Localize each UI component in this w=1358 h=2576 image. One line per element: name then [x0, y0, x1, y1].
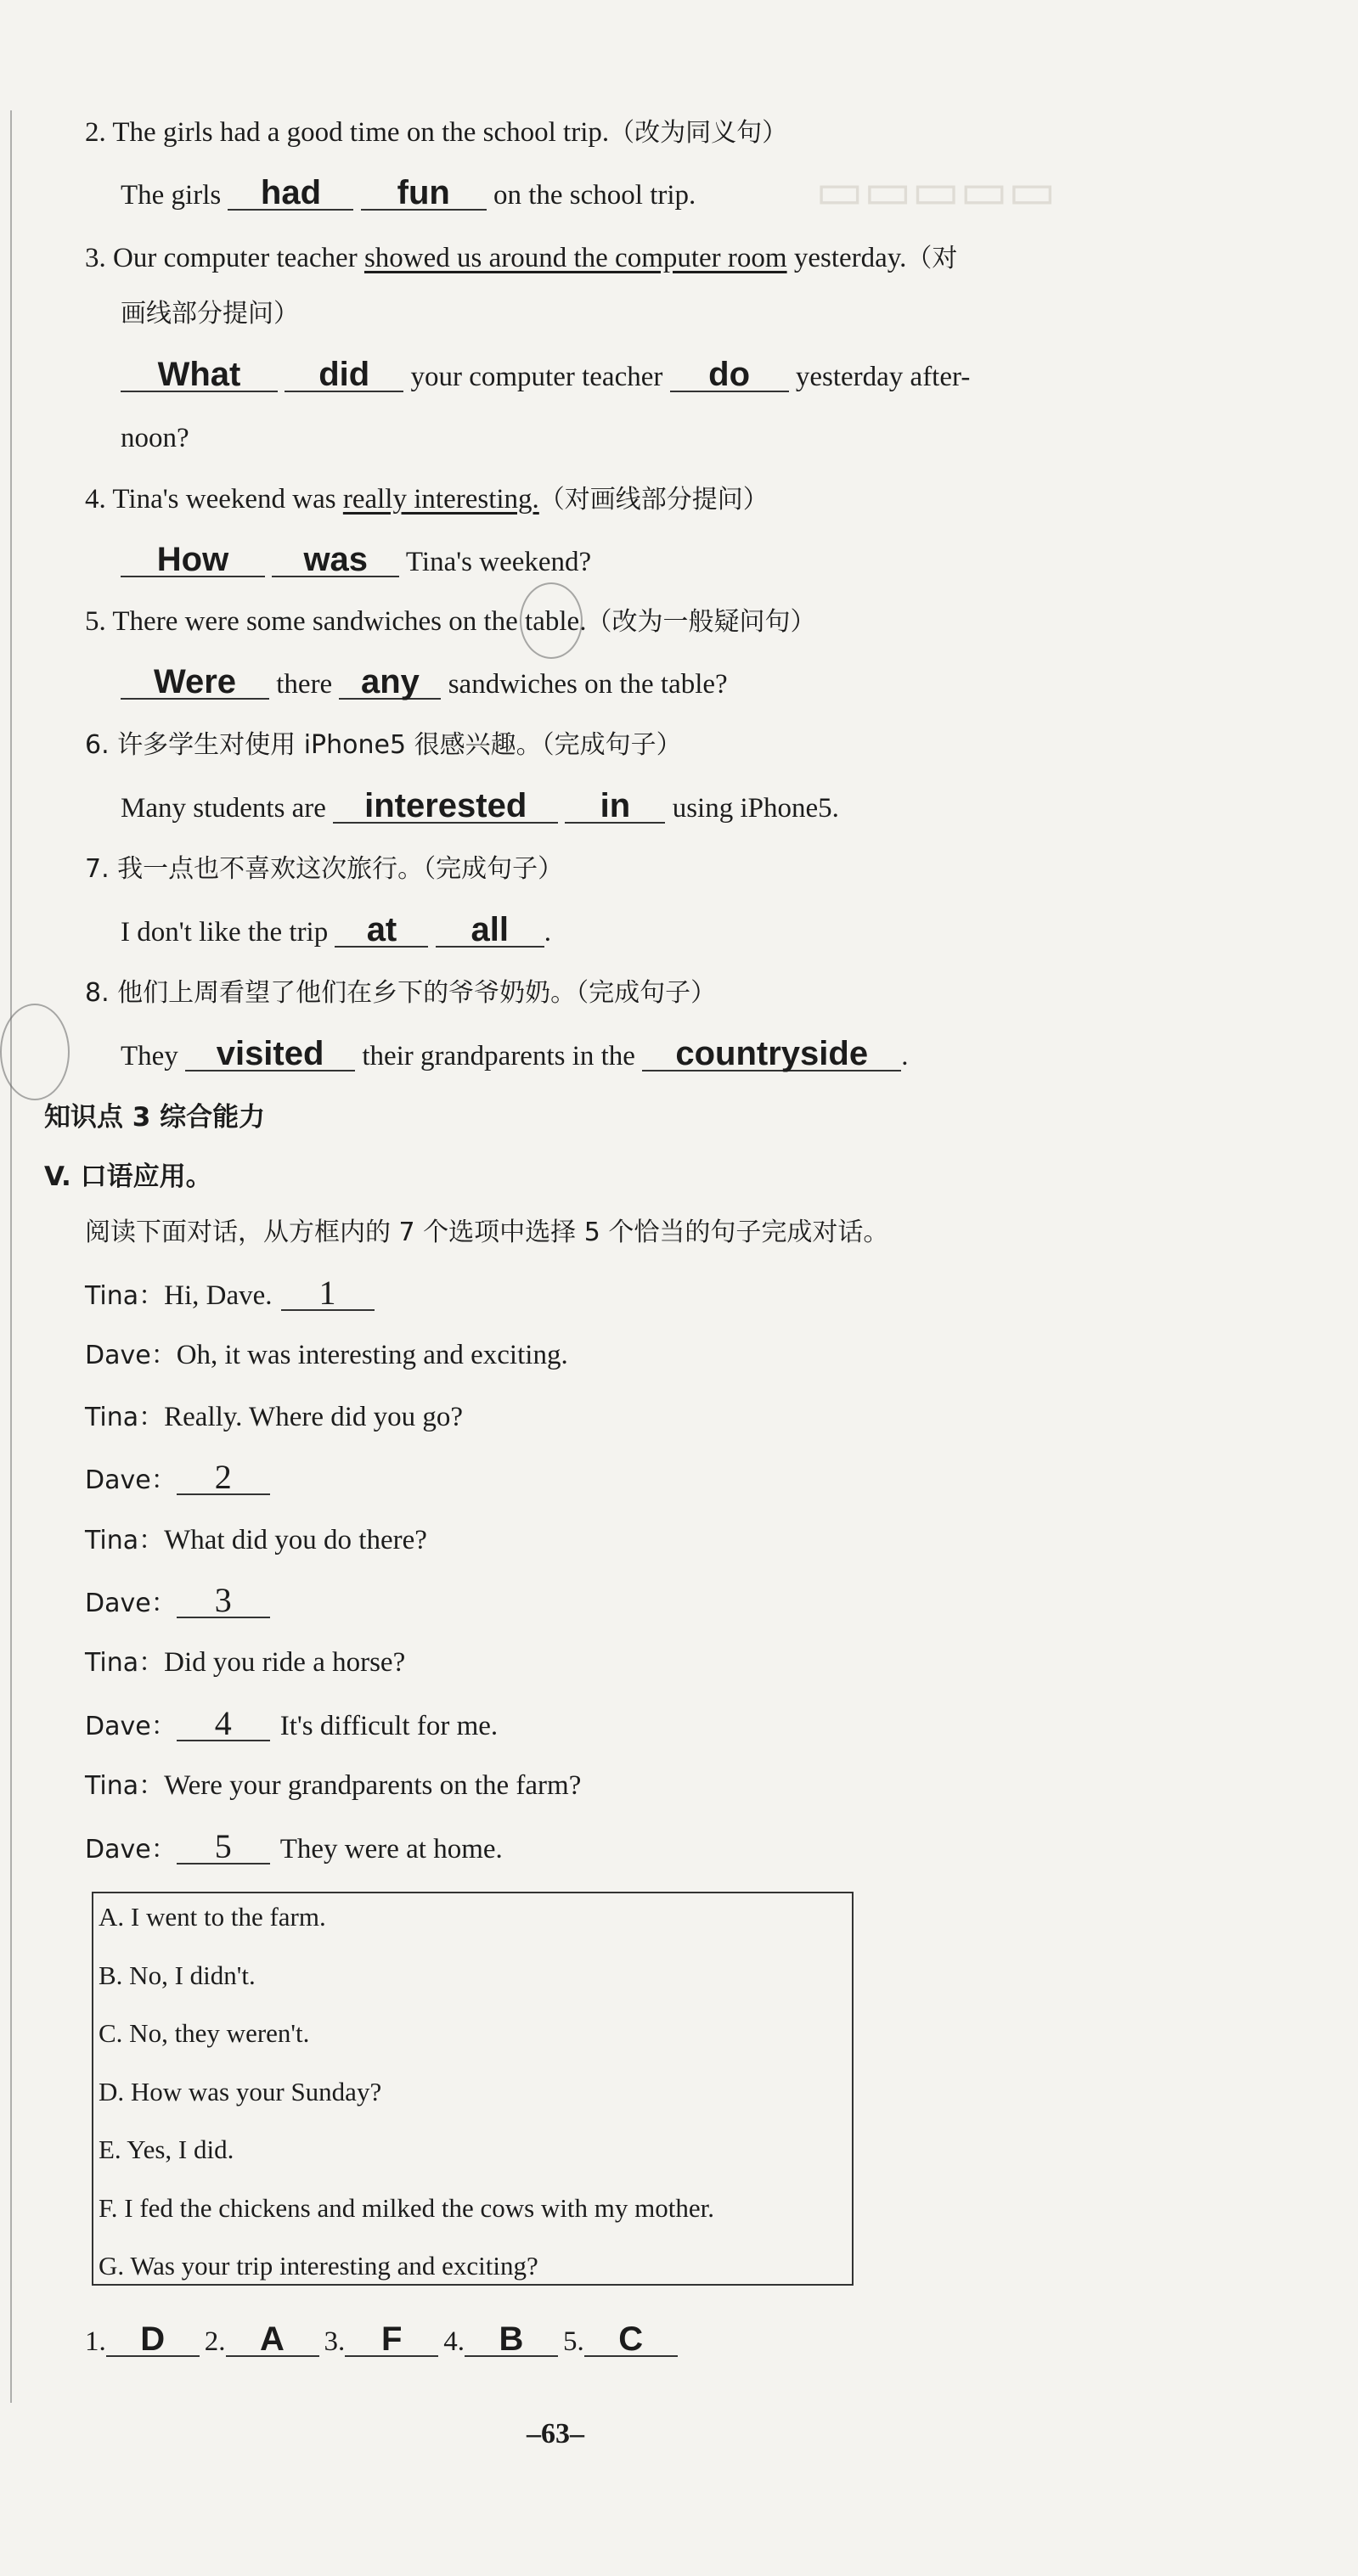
dialogue-blank[interactable]: 5 — [177, 1831, 270, 1865]
stamp-mark — [0, 1004, 70, 1100]
option-item: B. No, I didn't. — [99, 1960, 256, 1990]
dialogue-blank[interactable]: 4 — [177, 1707, 270, 1741]
q3-answer-line: What did your computer teacher do yesterday after- — [121, 358, 970, 394]
stamp-mark — [520, 582, 583, 659]
answer-blank[interactable]: F — [345, 2323, 438, 2357]
dialogue-text: Hi, Dave. — [164, 1280, 273, 1311]
q6-blank-2[interactable]: in — [565, 790, 665, 824]
dialogue-line — [85, 1400, 471, 1435]
q4-blank-1[interactable]: How — [121, 543, 265, 577]
speaker-label: Tina： — [85, 1403, 165, 1432]
dialogue-line — [85, 1769, 589, 1803]
bleed-through-decoration: ▭▭▭▭▭ — [815, 163, 1057, 219]
section-instruction: 阅读下面对话，从方框内的 7 个选项中选择 5 个恰当的句子完成对话。 — [85, 1218, 889, 1247]
dialogue-line — [85, 1645, 414, 1680]
answer-number: 5. — [563, 2326, 584, 2357]
dialogue-line — [85, 1827, 503, 1867]
q6-prompt: 6. 许多学生对使用 iPhone5 很感兴趣。（完成句子） — [85, 730, 682, 760]
q3-blank-3[interactable]: do — [670, 358, 789, 392]
dialogue-blank[interactable]: 2 — [177, 1461, 270, 1495]
q3-instruction: 画线部分提问） — [121, 299, 299, 329]
dialogue-line — [85, 1458, 270, 1498]
q8-blank-2[interactable]: countryside — [642, 1038, 901, 1071]
q6-blank-1[interactable]: interested — [333, 790, 558, 824]
option-item: A. I went to the farm. — [99, 1902, 326, 1932]
answer-number: 3. — [324, 2326, 346, 2357]
q5-blank-2[interactable]: any — [339, 666, 441, 700]
speaker-label: Dave： — [85, 1589, 177, 1618]
q7-answer-line: I don't like the trip at all . — [121, 911, 551, 948]
answer-blank[interactable]: B — [465, 2323, 558, 2357]
option-item: D. How was your Sunday? — [99, 2077, 382, 2106]
answer-blank[interactable]: D — [106, 2323, 200, 2357]
dialogue-text-after: It's difficult for me. — [279, 1711, 499, 1741]
dialogue-text: Were your grandparents on the farm? — [164, 1770, 582, 1801]
answer-blank[interactable]: C — [584, 2323, 678, 2357]
q3-blank-2[interactable]: did — [285, 358, 403, 392]
dialogue-text: Oh, it was interesting and exciting. — [176, 1340, 568, 1370]
speaker-label: Dave： — [85, 1712, 177, 1741]
dialogue-line — [85, 1523, 436, 1558]
dialogue-line — [85, 1338, 577, 1373]
speaker-label: Dave： — [85, 1465, 177, 1495]
dialogue-text: Did you ride a horse? — [164, 1647, 406, 1678]
dialogue-line — [85, 1704, 499, 1744]
margin-line — [10, 110, 12, 2403]
q4-blank-2[interactable]: was — [272, 543, 399, 577]
option-item: F. I fed the chickens and milked the cows with my mother. — [99, 2193, 715, 2223]
page-number: –63– — [527, 2418, 584, 2449]
q4-prompt: 4. Tina's weekend was really interesting.（对画线部分提问） — [85, 484, 769, 515]
q7-blank-2[interactable]: all — [436, 914, 544, 948]
q3-continuation: noon? — [121, 423, 189, 453]
q2-prompt: 2. The girls had a good time on the school trip.（改为同义句） — [85, 117, 788, 148]
knowledge-point-heading: 知识点 3 综合能力 — [44, 1102, 266, 1133]
speaker-label: Dave： — [85, 1341, 177, 1370]
q2-blank-1[interactable]: had — [228, 177, 353, 211]
speaker-label: Tina： — [85, 1526, 165, 1555]
q6-answer-line: Many students are interested in using iPhone5. — [121, 787, 839, 824]
q5-answer-line: Were there any sandwiches on the table? — [121, 666, 728, 701]
dialogue-line — [85, 1581, 270, 1621]
answer-blank[interactable]: A — [226, 2323, 319, 2357]
answer-number: 1. — [85, 2326, 106, 2357]
q7-blank-1[interactable]: at — [335, 914, 428, 948]
speaker-label: Tina： — [85, 1281, 165, 1311]
speaker-label: Tina： — [85, 1771, 165, 1801]
section-title: V. 口语应用。 — [44, 1161, 212, 1192]
q8-blank-1[interactable]: visited — [185, 1038, 355, 1071]
q8-prompt: 8. 他们上周看望了他们在乡下的爷爷奶奶。（完成句子） — [85, 978, 717, 1008]
dialogue-text: What did you do there? — [164, 1525, 427, 1555]
answer-number: 4. — [443, 2326, 465, 2357]
q2-answer-line: The girls had fun on the school trip. — [121, 174, 696, 211]
q7-prompt: 7. 我一点也不喜欢这次旅行。（完成句子） — [85, 854, 564, 884]
option-item: G. Was your trip interesting and exciting? — [99, 2251, 538, 2281]
q3-blank-1[interactable]: What — [121, 358, 278, 392]
q5-prompt: 5. There were some sandwiches on the table.（改为一般疑问句） — [85, 606, 816, 637]
q8-answer-line: They visited their grandparents in the countryside . — [121, 1035, 909, 1072]
dialogue-text: Really. Where did you go? — [164, 1402, 464, 1432]
options-box — [92, 1892, 854, 2286]
speaker-label: Dave： — [85, 1835, 177, 1865]
q5-blank-1[interactable]: Were — [121, 666, 269, 700]
answer-number: 2. — [204, 2326, 226, 2357]
q4-answer-line: How was Tina's weekend? — [121, 543, 591, 579]
dialogue-text-after: They were at home. — [279, 1834, 503, 1865]
dialogue-blank[interactable]: 1 — [281, 1277, 375, 1311]
answer-row — [85, 2320, 683, 2359]
q2-blank-2[interactable]: fun — [361, 177, 487, 211]
option-item: C. No, they weren't. — [99, 2018, 310, 2048]
dialogue-blank[interactable]: 3 — [177, 1584, 270, 1618]
q3-prompt: 3. Our computer teacher showed us around the computer room yesterday.（对 — [85, 243, 958, 273]
dialogue-line — [85, 1274, 375, 1313]
speaker-label: Tina： — [85, 1648, 165, 1678]
option-item: E. Yes, I did. — [99, 2134, 234, 2164]
